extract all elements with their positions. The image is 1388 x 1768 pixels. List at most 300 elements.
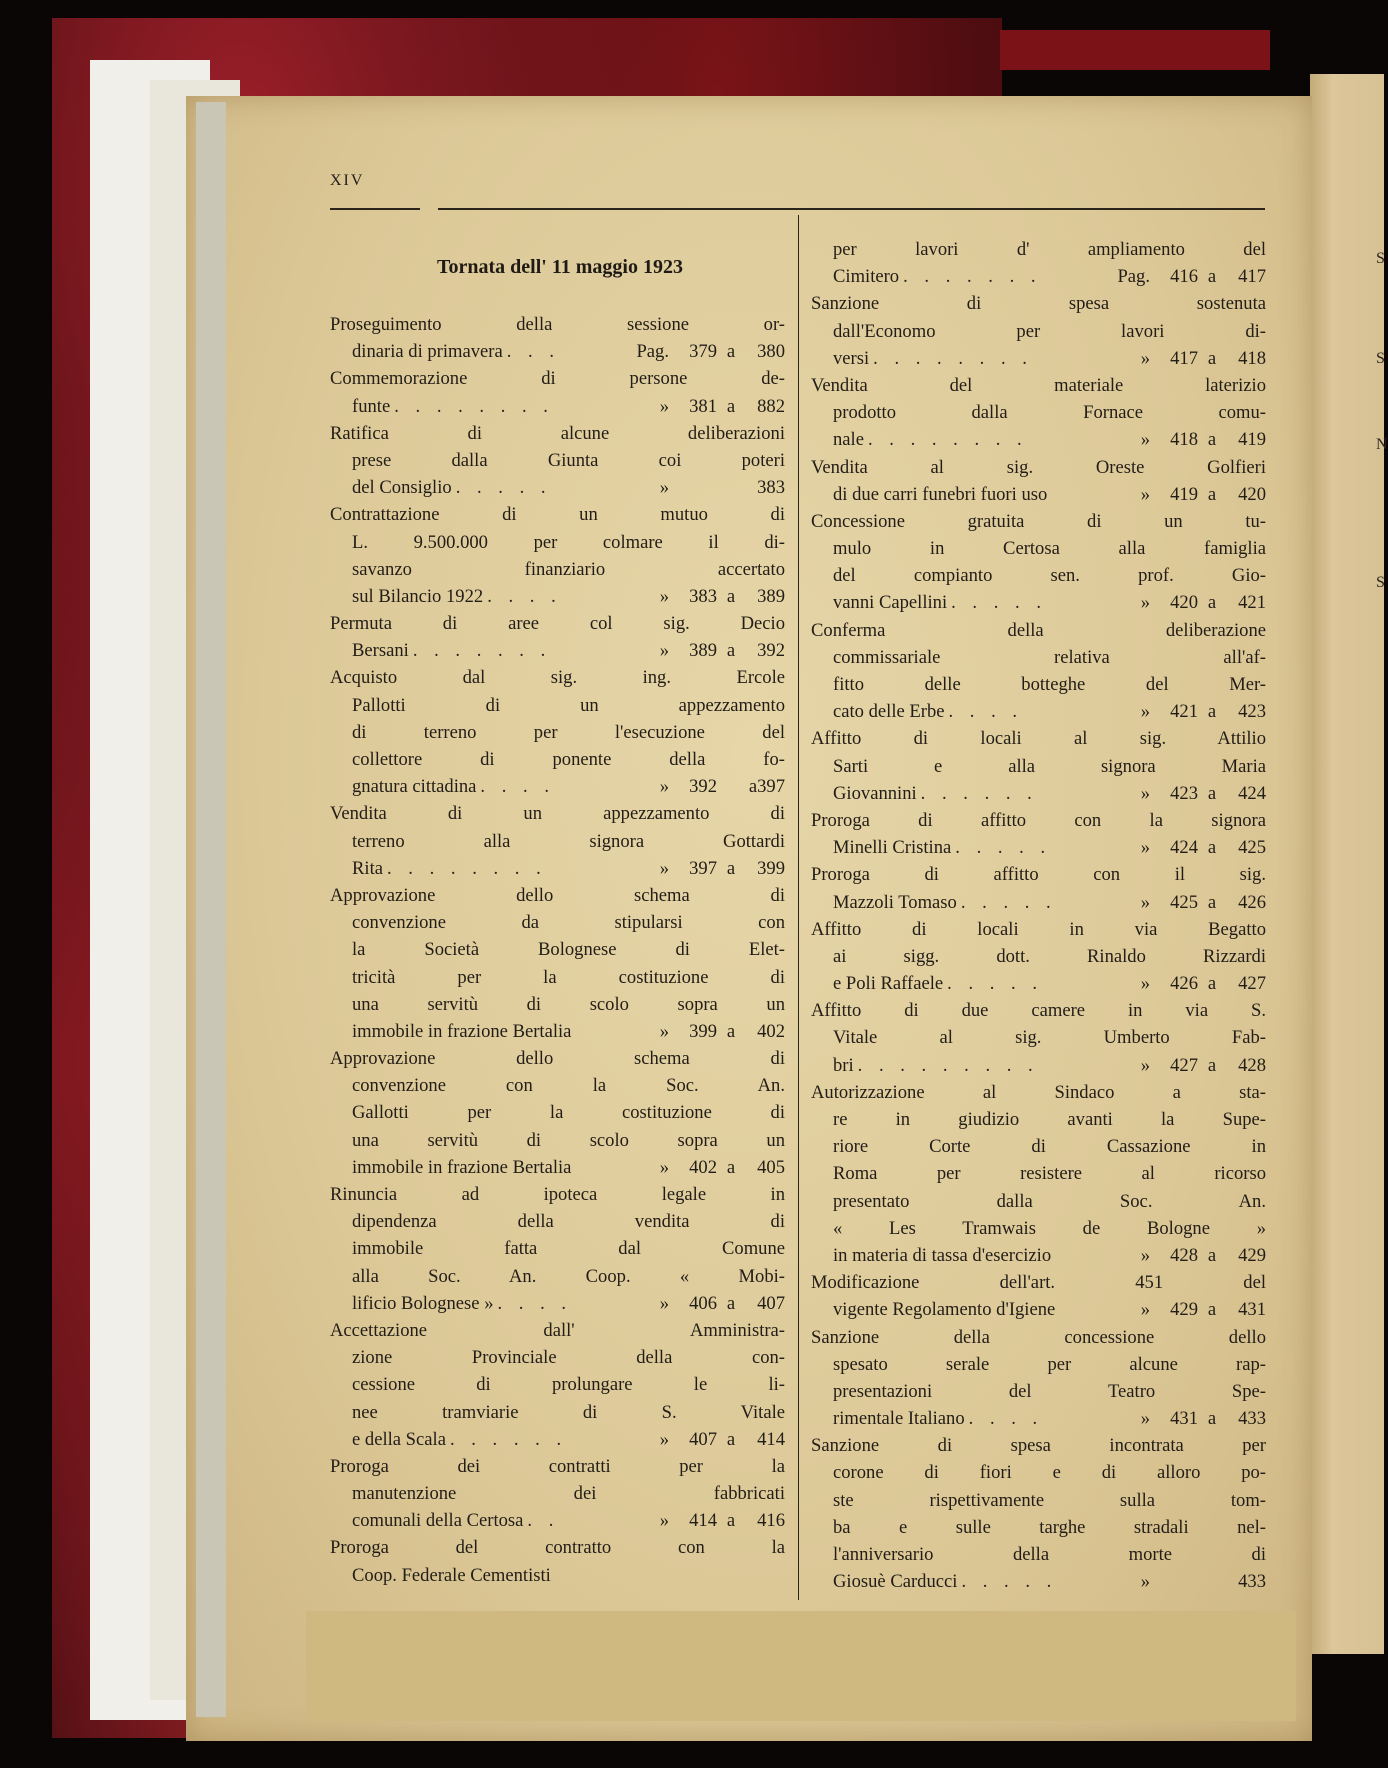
entry-line: del compianto sen. prof. Gio- bbox=[833, 565, 1266, 587]
entry-line: Proroga del contratto con la bbox=[330, 1537, 785, 1559]
page-reference bbox=[619, 1154, 785, 1181]
page-to: 423 bbox=[1238, 701, 1266, 723]
page-to: 433 bbox=[1238, 1408, 1266, 1430]
page-number: XIV bbox=[330, 172, 365, 189]
page-reference bbox=[619, 1290, 785, 1317]
page-prefix: Pag. bbox=[1117, 266, 1150, 288]
index-entry bbox=[811, 725, 1266, 807]
page-prefix: » bbox=[659, 1020, 669, 1042]
page-prefix: » bbox=[1140, 1244, 1150, 1266]
column-divider bbox=[798, 215, 799, 1600]
page-from: 407 bbox=[689, 1428, 717, 1450]
page-to: 392 bbox=[757, 640, 785, 662]
page-from: 423 bbox=[1170, 782, 1198, 804]
entry-title-text: e Poli Raffaele bbox=[833, 973, 944, 995]
index-entry bbox=[330, 1534, 785, 1588]
page-bottom-band bbox=[306, 1611, 1296, 1721]
entry-line: alla Soc. An. Coop. « Mobi- bbox=[352, 1265, 785, 1287]
entry-title-text: Mazzoli Tomaso bbox=[833, 891, 957, 913]
entry-line: Autorizzazione al Sindaco a sta- bbox=[811, 1081, 1266, 1103]
entry-line: Affitto di locali al sig. Attilio bbox=[811, 728, 1266, 750]
entry-line: Gallotti per la costituzione di bbox=[352, 1102, 785, 1124]
leader-dots: . . . . . bbox=[947, 973, 1043, 995]
page-to: 389 bbox=[757, 585, 785, 607]
entry-line-with-reference bbox=[811, 426, 1266, 453]
entry-line: Permuta di aree col sig. Decio bbox=[330, 613, 785, 635]
page-from: 383 bbox=[689, 585, 717, 607]
entry-line-with-reference bbox=[811, 698, 1266, 725]
entry-line: di terreno per l'esecuzione del bbox=[352, 721, 785, 743]
page-from: 431 bbox=[1170, 1408, 1198, 1430]
page-prefix: » bbox=[659, 1156, 669, 1178]
page-reference bbox=[619, 1507, 785, 1534]
entry-line: Affitto di due camere in via S. bbox=[811, 1000, 1266, 1022]
leader-dots: . . . . . . bbox=[449, 1428, 568, 1450]
entry-line: Commemorazione di persone de- bbox=[330, 368, 785, 390]
entry-line-with-reference bbox=[330, 773, 785, 800]
entry-line: Ratifica di alcune deliberazioni bbox=[330, 422, 785, 444]
page-prefix: » bbox=[1140, 701, 1150, 723]
entry-line: Pallotti di un appezzamento bbox=[352, 694, 785, 716]
page-prefix: » bbox=[1140, 1571, 1150, 1593]
page-range-a: a bbox=[1207, 1244, 1217, 1266]
entry-line-with-reference bbox=[330, 338, 785, 365]
page-from: 397 bbox=[689, 857, 717, 879]
page-from: 406 bbox=[689, 1292, 717, 1314]
page-reference bbox=[619, 773, 785, 800]
index-entry bbox=[330, 882, 785, 1045]
page-reference bbox=[1100, 698, 1266, 725]
index-entry bbox=[811, 236, 1266, 290]
page-from: 392 bbox=[689, 776, 717, 798]
page-prefix: » bbox=[659, 395, 669, 417]
entry-line-with-reference bbox=[330, 1290, 785, 1317]
entry-title-text: comunali della Certosa bbox=[352, 1510, 524, 1532]
page-prefix: » bbox=[1140, 1408, 1150, 1430]
leader-dots: . . . . bbox=[487, 585, 562, 607]
leader-dots: . . . . . . bbox=[920, 782, 1038, 804]
index-entry bbox=[330, 311, 785, 365]
page-prefix: » bbox=[1140, 483, 1150, 505]
entry-line: cessione di prolungare le li- bbox=[352, 1374, 785, 1396]
entry-line: spesato serale per alcune rap- bbox=[833, 1353, 1266, 1375]
entry-title-text: funte bbox=[352, 395, 391, 417]
page-reference bbox=[619, 583, 785, 610]
entry-line: savanzo finanziario accertato bbox=[352, 558, 785, 580]
page-range-a: a bbox=[1207, 973, 1217, 995]
entry-line: ba e sulle targhe stradali nel- bbox=[833, 1516, 1266, 1538]
entry-line-with-reference bbox=[330, 583, 785, 610]
entry-line-with-reference bbox=[330, 1154, 785, 1181]
entry-title-text: gnatura cittadina bbox=[352, 776, 477, 798]
index-entry bbox=[811, 807, 1266, 861]
page-reference bbox=[619, 338, 785, 365]
page-to: 426 bbox=[1238, 891, 1266, 913]
index-entry bbox=[330, 1181, 785, 1317]
index-entry bbox=[811, 1324, 1266, 1433]
entry-line: la Società Bolognese di Elet- bbox=[352, 939, 785, 961]
index-entry bbox=[811, 454, 1266, 508]
entry-line: prese dalla Giunta coi poteri bbox=[352, 449, 785, 471]
entry-title-text: Rita bbox=[352, 857, 383, 879]
entry-line: Proroga di affitto con la signora bbox=[811, 809, 1266, 831]
entry-line-with-reference bbox=[330, 855, 785, 882]
index-entry bbox=[330, 610, 785, 664]
page-reference bbox=[1100, 589, 1266, 616]
entry-line: collettore di ponente della fo- bbox=[352, 749, 785, 770]
entry-line-with-reference bbox=[811, 780, 1266, 807]
leader-dots: . . . . . bbox=[961, 1571, 1058, 1593]
page-range-a: a bbox=[1207, 592, 1217, 614]
page-prefix: » bbox=[659, 585, 669, 607]
page-binding-strip bbox=[196, 102, 226, 1717]
index-entry bbox=[811, 508, 1266, 617]
page-range-a: a bbox=[1207, 429, 1217, 451]
entry-line: Contrattazione di un mutuo di bbox=[330, 504, 785, 526]
page-to: 414 bbox=[757, 1428, 785, 1450]
page-from: 421 bbox=[1170, 701, 1198, 723]
entry-line: L. 9.500.000 per colmare il di- bbox=[352, 531, 785, 553]
entry-line: fitto delle botteghe del Mer- bbox=[833, 674, 1266, 695]
entry-line-with-reference bbox=[811, 1296, 1266, 1323]
entry-title-text: Minelli Cristina bbox=[833, 837, 952, 859]
entry-title-text: nale bbox=[833, 429, 864, 451]
index-entry bbox=[811, 861, 1266, 915]
page-prefix: » bbox=[1140, 592, 1150, 614]
page-range-a: a bbox=[726, 1428, 736, 1450]
entry-line: zione Provinciale della con- bbox=[352, 1347, 785, 1369]
page-prefix: » bbox=[659, 1428, 669, 1450]
binding-red-tab bbox=[1000, 30, 1270, 70]
index-entry bbox=[811, 1079, 1266, 1269]
entry-line: Sarti e alla signora Maria bbox=[833, 755, 1266, 777]
entry-line: convenzione con la Soc. An. bbox=[352, 1075, 785, 1097]
entry-title-text: di due carri funebri fuori uso bbox=[833, 483, 1048, 505]
entry-title-text: cato delle Erbe bbox=[833, 701, 945, 723]
page-to: 416 bbox=[757, 1510, 785, 1532]
page-from: 379 bbox=[689, 341, 717, 363]
index-entry bbox=[811, 916, 1266, 998]
entry-title-text: dinaria di primavera bbox=[352, 341, 503, 363]
page-reference bbox=[1100, 345, 1266, 372]
page-range-a: a bbox=[726, 857, 736, 879]
page-prefix: » bbox=[659, 857, 669, 879]
entry-line: Roma per resistere al ricorso bbox=[833, 1163, 1266, 1185]
leader-dots: . . . . bbox=[968, 1408, 1044, 1430]
page-from: 428 bbox=[1170, 1244, 1198, 1266]
index-entry bbox=[811, 372, 1266, 454]
entry-line: riore Corte di Cassazione in bbox=[833, 1136, 1266, 1158]
entry-line: Approvazione dello schema di bbox=[330, 1048, 785, 1070]
leader-dots: . . . . . . . . bbox=[867, 429, 1028, 451]
entry-title-text: del Consiglio bbox=[352, 477, 452, 499]
next-page-edge bbox=[1310, 74, 1388, 1654]
entry-line: Sanzione di spesa incontrata per bbox=[811, 1435, 1266, 1457]
entry-line-with-reference bbox=[330, 393, 785, 420]
entry-line-with-reference bbox=[811, 889, 1266, 916]
page-prefix: » bbox=[659, 477, 669, 499]
next-page-mark: S bbox=[1376, 350, 1385, 367]
page-range-a: a bbox=[726, 640, 736, 662]
page-prefix: » bbox=[659, 776, 669, 798]
leader-dots: . . . . . . . bbox=[412, 640, 552, 662]
page-reference bbox=[1100, 1242, 1266, 1269]
leader-dots: . . . . . bbox=[951, 592, 1047, 614]
page-to: 380 bbox=[757, 341, 785, 363]
index-entry bbox=[811, 617, 1266, 726]
entry-line-with-reference bbox=[330, 1426, 785, 1453]
entry-title-text: vanni Capellini bbox=[833, 592, 948, 614]
entry-line: Affitto di locali in via Begatto bbox=[811, 918, 1266, 940]
page-from: 425 bbox=[1170, 891, 1198, 913]
page-to: 405 bbox=[757, 1156, 785, 1178]
page-range-a: a bbox=[1207, 782, 1217, 804]
page-to: 425 bbox=[1238, 837, 1266, 859]
page-reference bbox=[1100, 1568, 1266, 1595]
page-to: 383 bbox=[757, 477, 785, 499]
page-range-a: a bbox=[726, 585, 736, 607]
index-column-left bbox=[330, 311, 785, 1589]
page-range-a: a bbox=[726, 395, 736, 417]
leader-dots: . . . . . . . . bbox=[387, 857, 547, 879]
page-to: a397 bbox=[748, 776, 785, 798]
page-range-a: a bbox=[1207, 837, 1217, 859]
page-to: 399 bbox=[757, 857, 785, 879]
index-entry bbox=[811, 1432, 1266, 1595]
page-from: 399 bbox=[689, 1020, 717, 1042]
entry-line-with-reference bbox=[330, 1018, 785, 1045]
index-entry bbox=[330, 420, 785, 502]
entry-line: Conferma della deliberazione bbox=[811, 619, 1266, 641]
page-prefix: » bbox=[1140, 347, 1150, 369]
page-prefix: » bbox=[1140, 891, 1150, 913]
page-range-a: a bbox=[1207, 483, 1217, 505]
page-prefix: » bbox=[1140, 1054, 1150, 1076]
entry-line: Concessione gratuita di un tu- bbox=[811, 510, 1266, 532]
page-range-a: a bbox=[1207, 701, 1217, 723]
page-from: 418 bbox=[1170, 429, 1198, 451]
page-to: 424 bbox=[1238, 782, 1266, 804]
page-prefix: Pag. bbox=[636, 341, 669, 363]
page-from: 402 bbox=[689, 1156, 717, 1178]
entry-line: commissariale relativa all'af- bbox=[833, 646, 1266, 668]
entry-title-text: Giosuè Carducci bbox=[833, 1571, 958, 1593]
entry-line: dall'Economo per lavori di- bbox=[833, 320, 1266, 342]
page-from: 414 bbox=[689, 1510, 717, 1532]
entry-line: Vendita di un appezzamento di bbox=[330, 803, 785, 825]
page-range-a: a bbox=[1207, 347, 1217, 369]
entry-line-with-reference bbox=[330, 474, 785, 501]
page-from: 427 bbox=[1170, 1054, 1198, 1076]
page-reference bbox=[619, 855, 785, 882]
page-from: 389 bbox=[689, 640, 717, 662]
index-column-right bbox=[811, 236, 1266, 1595]
entry-title-text: immobile in frazione Bertalia bbox=[352, 1156, 572, 1178]
entry-title-text: Bersani bbox=[352, 640, 409, 662]
entry-line: dipendenza della vendita di bbox=[352, 1211, 785, 1233]
header-rule-long bbox=[438, 208, 1265, 210]
page-reference bbox=[1100, 889, 1266, 916]
page-prefix: » bbox=[659, 640, 669, 662]
index-entry bbox=[811, 1269, 1266, 1323]
page-reference bbox=[619, 637, 785, 664]
index-entry bbox=[811, 997, 1266, 1079]
entry-title-text: sul Bilancio 1922 bbox=[352, 585, 484, 607]
leader-dots: . . . . . . . bbox=[903, 266, 1042, 288]
page-range-a: a bbox=[1207, 891, 1217, 913]
page-to: 407 bbox=[757, 1292, 785, 1314]
page-to: 433 bbox=[1238, 1571, 1266, 1593]
leader-dots: . . . . . bbox=[955, 837, 1052, 859]
index-entry bbox=[330, 1317, 785, 1453]
leader-dots: . . . . bbox=[948, 701, 1024, 723]
entry-line-with-reference bbox=[811, 1568, 1266, 1595]
page-from: 426 bbox=[1170, 973, 1198, 995]
entry-line-with-reference bbox=[811, 481, 1266, 508]
entry-line-with-reference bbox=[811, 970, 1266, 997]
entry-line: Coop. Federale Cementisti bbox=[352, 1564, 551, 1586]
leader-dots: . . . bbox=[506, 341, 560, 363]
page-range-a: a bbox=[1207, 1299, 1217, 1321]
index-entry bbox=[330, 501, 785, 610]
next-page-mark: N bbox=[1376, 436, 1388, 453]
page-to: 420 bbox=[1238, 483, 1266, 505]
entry-line-with-reference bbox=[811, 1405, 1266, 1432]
entry-line-with-reference bbox=[811, 345, 1266, 372]
header-rule-short bbox=[330, 208, 420, 210]
page-prefix: » bbox=[1140, 782, 1150, 804]
entry-line-with-reference bbox=[811, 1052, 1266, 1079]
index-entry bbox=[330, 1045, 785, 1181]
page-reference bbox=[1100, 1296, 1266, 1323]
entry-title-text: versi bbox=[833, 347, 870, 369]
leader-dots: . . . . bbox=[480, 776, 555, 798]
entry-title-text: lificio Bolognese » bbox=[352, 1292, 494, 1314]
page-reference bbox=[1100, 834, 1266, 861]
entry-line: re in giudizio avanti la Supe- bbox=[833, 1109, 1266, 1130]
page-from: 417 bbox=[1170, 347, 1198, 369]
entry-line-with-reference bbox=[811, 589, 1266, 616]
page-range-a: a bbox=[726, 1292, 736, 1314]
entry-title-text: immobile in frazione Bertalia bbox=[352, 1020, 572, 1042]
page-from: 420 bbox=[1170, 592, 1198, 614]
entry-line: Proroga di affitto con il sig. bbox=[811, 864, 1266, 886]
entry-line: ai sigg. dott. Rinaldo Rizzardi bbox=[833, 945, 1266, 967]
entry-line: Approvazione dello schema di bbox=[330, 884, 785, 906]
entry-line: prodotto dalla Fornace comu- bbox=[833, 402, 1266, 424]
entry-title-text: Giovannini bbox=[833, 782, 917, 804]
page-prefix: » bbox=[659, 1292, 669, 1314]
leader-dots: . . bbox=[527, 1510, 560, 1532]
page-range-a: a bbox=[726, 1510, 736, 1532]
entry-line: una servitù di scolo sopra un bbox=[352, 993, 785, 1015]
entry-line: Proseguimento della sessione or- bbox=[330, 314, 785, 335]
entry-line: Vendita al sig. Oreste Golfieri bbox=[811, 456, 1266, 478]
page-prefix: » bbox=[1140, 429, 1150, 451]
page-reference bbox=[1100, 1052, 1266, 1079]
page-to: 419 bbox=[1238, 429, 1266, 451]
index-entry bbox=[330, 365, 785, 419]
entry-line: mulo in Certosa alla famiglia bbox=[833, 538, 1266, 560]
leader-dots: . . . . . . . . bbox=[873, 347, 1033, 369]
entry-line: terreno alla signora Gottardi bbox=[352, 830, 785, 852]
page-reference bbox=[619, 393, 785, 420]
page-from: 416 bbox=[1170, 266, 1198, 288]
entry-line: manutenzione dei fabbricati bbox=[352, 1483, 785, 1505]
entry-title-text: in materia di tassa d'esercizio bbox=[833, 1244, 1052, 1266]
entry-line: Proroga dei contratti per la bbox=[330, 1455, 785, 1477]
entry-title-text: rimentale Italiano bbox=[833, 1408, 965, 1430]
entry-line: una servitù di scolo sopra un bbox=[352, 1129, 785, 1151]
entry-line: presentato dalla Soc. An. bbox=[833, 1190, 1266, 1212]
page-prefix: » bbox=[659, 1510, 669, 1532]
page-range-a: a bbox=[726, 1020, 736, 1042]
page-from: 381 bbox=[689, 395, 717, 417]
page-from: 419 bbox=[1170, 483, 1198, 505]
page-reference bbox=[1100, 426, 1266, 453]
page-range-a: a bbox=[1207, 266, 1217, 288]
page-to: 431 bbox=[1238, 1299, 1266, 1321]
page-to: 417 bbox=[1238, 266, 1266, 288]
next-page-mark: S bbox=[1376, 574, 1385, 591]
entry-line: Acquisto dal sig. ing. Ercole bbox=[330, 667, 785, 689]
entry-title-text: e della Scala bbox=[352, 1428, 446, 1450]
entry-line-with-reference bbox=[811, 834, 1266, 861]
page-to: 418 bbox=[1238, 347, 1266, 369]
entry-line: presentazioni del Teatro Spe- bbox=[833, 1380, 1266, 1402]
entry-line-with-reference bbox=[330, 1507, 785, 1534]
leader-dots: . . . . bbox=[497, 1292, 573, 1314]
entry-line: per lavori d' ampliamento del bbox=[833, 239, 1266, 260]
page-range-a: a bbox=[726, 341, 736, 363]
entry-line: Rinuncia ad ipoteca legale in bbox=[330, 1184, 785, 1205]
index-entry bbox=[330, 800, 785, 882]
entry-line: Vitale al sig. Umberto Fab- bbox=[833, 1027, 1266, 1049]
page-reference bbox=[619, 1426, 785, 1453]
entry-line: convenzione da stipularsi con bbox=[352, 912, 785, 934]
entry-line-with-reference bbox=[811, 1242, 1266, 1269]
page-reference bbox=[1100, 970, 1266, 997]
entry-line: Sanzione della concessione dello bbox=[811, 1326, 1266, 1348]
entry-line: corone di fiori e di alloro po- bbox=[833, 1462, 1266, 1484]
entry-line: Modificazione dell'art. 451 del bbox=[811, 1272, 1266, 1294]
leader-dots: . . . . . bbox=[455, 477, 552, 499]
entry-line: l'anniversario della morte di bbox=[833, 1544, 1266, 1565]
page-reference bbox=[1100, 1405, 1266, 1432]
page-range-a: a bbox=[1207, 1408, 1217, 1430]
entry-line-with-reference bbox=[811, 263, 1266, 290]
page-to: 428 bbox=[1238, 1054, 1266, 1076]
page-range-a: a bbox=[726, 1156, 736, 1178]
page-from: 424 bbox=[1170, 837, 1198, 859]
section-heading: Tornata dell' 11 maggio 1923 bbox=[437, 256, 683, 278]
page-to: 882 bbox=[757, 395, 785, 417]
entry-line: immobile fatta dal Comune bbox=[352, 1238, 785, 1260]
entry-line: Accettazione dall' Amministra- bbox=[330, 1319, 785, 1341]
index-entry bbox=[330, 664, 785, 800]
leader-dots: . . . . . . . . bbox=[394, 395, 554, 417]
page-reference bbox=[619, 1018, 785, 1045]
page-prefix: » bbox=[1140, 973, 1150, 995]
entry-line: nee tramviarie di S. Vitale bbox=[352, 1401, 785, 1423]
leader-dots: . . . . . . . . . bbox=[857, 1054, 1039, 1076]
page-to: 429 bbox=[1238, 1244, 1266, 1266]
next-page-mark: S bbox=[1376, 250, 1385, 267]
leader-dots: . . . . . bbox=[960, 891, 1057, 913]
page-reference bbox=[1100, 481, 1266, 508]
entry-title-text: vigente Regolamento d'Igiene bbox=[833, 1299, 1056, 1321]
entry-line: ste rispettivamente sulla tom- bbox=[833, 1489, 1266, 1511]
